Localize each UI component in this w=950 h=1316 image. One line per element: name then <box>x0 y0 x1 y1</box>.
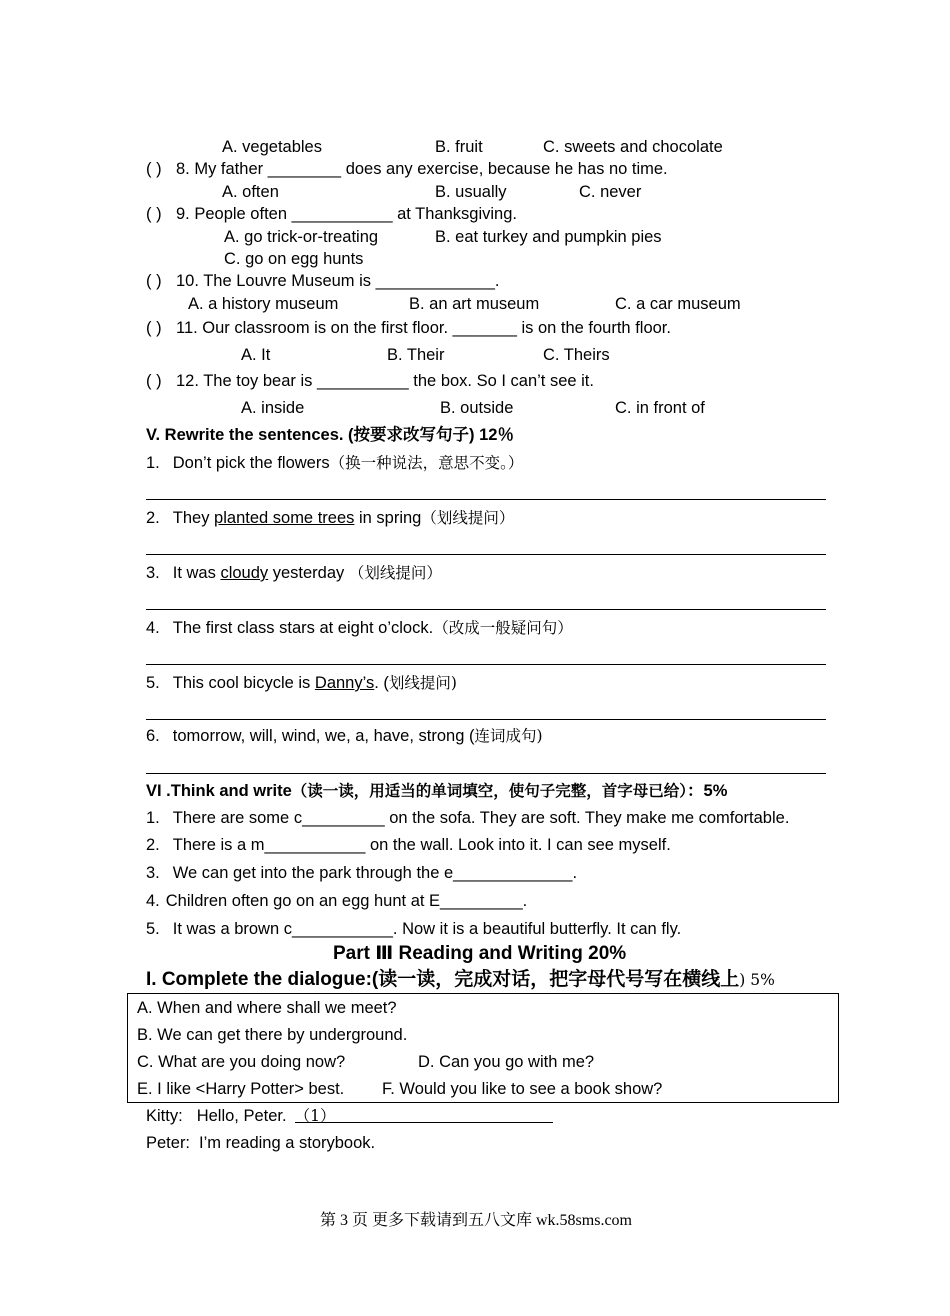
q9-answer-paren: ( ) <box>146 205 162 223</box>
item-text: There are some c_________ on the sofa. They are soft. They make me comfortable. <box>172 809 790 827</box>
underlined-phrase: planted some trees <box>214 509 355 527</box>
q10-option-c: C. a car museum <box>615 295 741 313</box>
complete-title: I. Complete the dialogue:(读一读，完成对话，把字母代号写在横线上 <box>146 969 740 990</box>
q12-option-a: A. inside <box>241 399 305 417</box>
part3-heading: Part Ⅲ Reading and Writing 20% <box>333 943 627 964</box>
rewrite-item-2 <box>146 508 514 528</box>
item-instruction: （划线提问） <box>421 509 515 527</box>
q8-option-c: C. never <box>579 183 642 201</box>
option-b: B. We can get there by underground. <box>137 1026 408 1044</box>
q7-option-c: C. sweets and chocolate <box>543 138 723 156</box>
underlined-phrase: Danny’s <box>314 674 375 692</box>
item-number: 4. <box>146 619 160 637</box>
rewrite-item-1 <box>146 453 523 473</box>
write-item-2 <box>146 835 671 855</box>
q10-option-b: B. an art museum <box>409 295 540 313</box>
answer-line-2[interactable] <box>146 554 826 555</box>
item-text: We can get into the park through the e_____________. <box>172 864 578 882</box>
q11-stem: 11. Our classroom is on the first floor. _______ is on the fourth floor. <box>176 319 671 337</box>
item-text: They <box>172 509 215 527</box>
speaker-peter: Peter: <box>146 1134 191 1152</box>
q11-option-c: C. Theirs <box>543 346 610 364</box>
option-c: C. What are you doing now? <box>137 1053 346 1071</box>
item-number: 1. <box>146 809 160 827</box>
q8-option-a: A. often <box>222 183 279 201</box>
section6-title-pct: ：5% <box>687 782 728 800</box>
q7-option-b: B. fruit <box>435 138 483 156</box>
item-number: 5. <box>146 674 160 692</box>
dialogue-blank-1[interactable] <box>295 1106 553 1123</box>
q7-option-a: A. vegetables <box>222 138 322 156</box>
write-item-3 <box>146 863 577 883</box>
item-instruction: 划线提问) <box>388 674 457 692</box>
section6-title-en: VI .Think and write <box>146 782 292 800</box>
q9-option-c: C. go on egg hunts <box>224 250 364 268</box>
q10-option-a: A. a history museum <box>188 295 339 313</box>
q11-answer-paren: ( ) <box>146 319 162 337</box>
item-instruction: 连词成句) <box>474 727 543 745</box>
q8-option-b: B. usually <box>435 183 507 201</box>
option-a: A. When and where shall we meet? <box>137 999 397 1017</box>
option-f: F. Would you like to see a book show? <box>382 1080 663 1098</box>
item-number: 5. <box>146 920 160 938</box>
speaker-kitty: Kitty: <box>146 1107 183 1125</box>
write-item-4 <box>146 891 527 911</box>
item-instruction: （划线提问） <box>348 564 442 582</box>
write-item-1 <box>146 808 789 828</box>
write-item-5 <box>146 919 681 939</box>
answer-line-5[interactable] <box>146 719 826 720</box>
section6-heading <box>146 781 727 801</box>
item-text: There is a m___________ on the wall. Look into it. I can see myself. <box>172 836 671 854</box>
q8-stem: 8. My father ________ does any exercise, because he has no time. <box>176 160 668 178</box>
q12-stem: 12. The toy bear is __________ the box. So I can’t see it. <box>176 372 594 390</box>
item-text: Don’t pick the flowers <box>172 454 330 472</box>
q12-option-c: C. in front of <box>615 399 705 417</box>
rewrite-item-5 <box>146 673 457 693</box>
item-text: This cool bicycle is <box>172 674 315 692</box>
section5-heading: V. Rewrite the sentences. (按要求改写句子) 12％ <box>146 426 514 444</box>
page-footer: 第 3 页 更多下载请到五八文库 wk.58sms.com <box>320 1212 633 1229</box>
complete-title-tail: ) 5% <box>739 971 775 989</box>
item-text: It was <box>172 564 221 582</box>
answer-line-4[interactable] <box>146 664 826 665</box>
complete-dialogue-heading <box>146 970 775 990</box>
q10-answer-paren: ( ) <box>146 272 162 290</box>
answer-line-1[interactable] <box>146 499 826 500</box>
q11-option-a: A. It <box>241 346 271 364</box>
dialogue-line-2 <box>146 1133 375 1153</box>
option-d: D. Can you go with me? <box>418 1053 595 1071</box>
dialogue-line-1 <box>146 1106 553 1126</box>
q11-option-b: B. Their <box>387 346 445 364</box>
item-text: The first class stars at eight o’clock. <box>172 619 434 637</box>
option-e: E. I like <Harry Potter> best. <box>137 1080 345 1098</box>
q9-stem: 9. People often ___________ at Thanksgiving. <box>176 205 517 223</box>
item-text: tomorrow, will, wind, we, a, have, strong ( <box>172 727 475 745</box>
item-text-tail: in spring <box>354 509 422 527</box>
item-number: 4. <box>146 892 160 910</box>
item-instruction: （改成一般疑问句） <box>433 619 573 637</box>
item-number: 6. <box>146 727 160 745</box>
q12-option-b: B. outside <box>440 399 514 417</box>
q9-option-b: B. eat turkey and pumpkin pies <box>435 228 662 246</box>
dialogue-text: Hello, Peter. <box>196 1107 287 1125</box>
q10-stem: 10. The Louvre Museum is _____________. <box>176 272 500 290</box>
item-number: 1. <box>146 454 160 472</box>
underlined-phrase: cloudy <box>220 564 269 582</box>
section6-title-cn: （读一读，用适当的单词填空，使句子完整，首字母已给） <box>291 781 688 800</box>
q9-option-a: A. go trick-or-treating <box>224 228 379 246</box>
item-number: 3. <box>146 864 160 882</box>
blank-number: （1） <box>294 1107 336 1125</box>
q12-answer-paren: ( ) <box>146 372 162 390</box>
rewrite-item-4 <box>146 618 573 638</box>
dialogue-text: I’m reading a storybook. <box>199 1134 376 1152</box>
answer-line-6[interactable] <box>146 773 826 774</box>
q8-answer-paren: ( ) <box>146 160 162 178</box>
item-number: 3. <box>146 564 160 582</box>
item-number: 2. <box>146 836 160 854</box>
item-text-tail: yesterday <box>268 564 349 582</box>
rewrite-item-3 <box>146 563 442 583</box>
answer-line-3[interactable] <box>146 609 826 610</box>
item-text: Children often go on an egg hunt at E_________. <box>165 892 528 910</box>
item-text-tail: . ( <box>374 674 389 692</box>
item-instruction: （换一种说法，意思不变。） <box>329 454 524 472</box>
rewrite-item-6 <box>146 726 543 746</box>
item-text: It was a brown c___________. Now it is a beautiful butterfly. It can fly. <box>172 920 682 938</box>
item-number: 2. <box>146 509 160 527</box>
